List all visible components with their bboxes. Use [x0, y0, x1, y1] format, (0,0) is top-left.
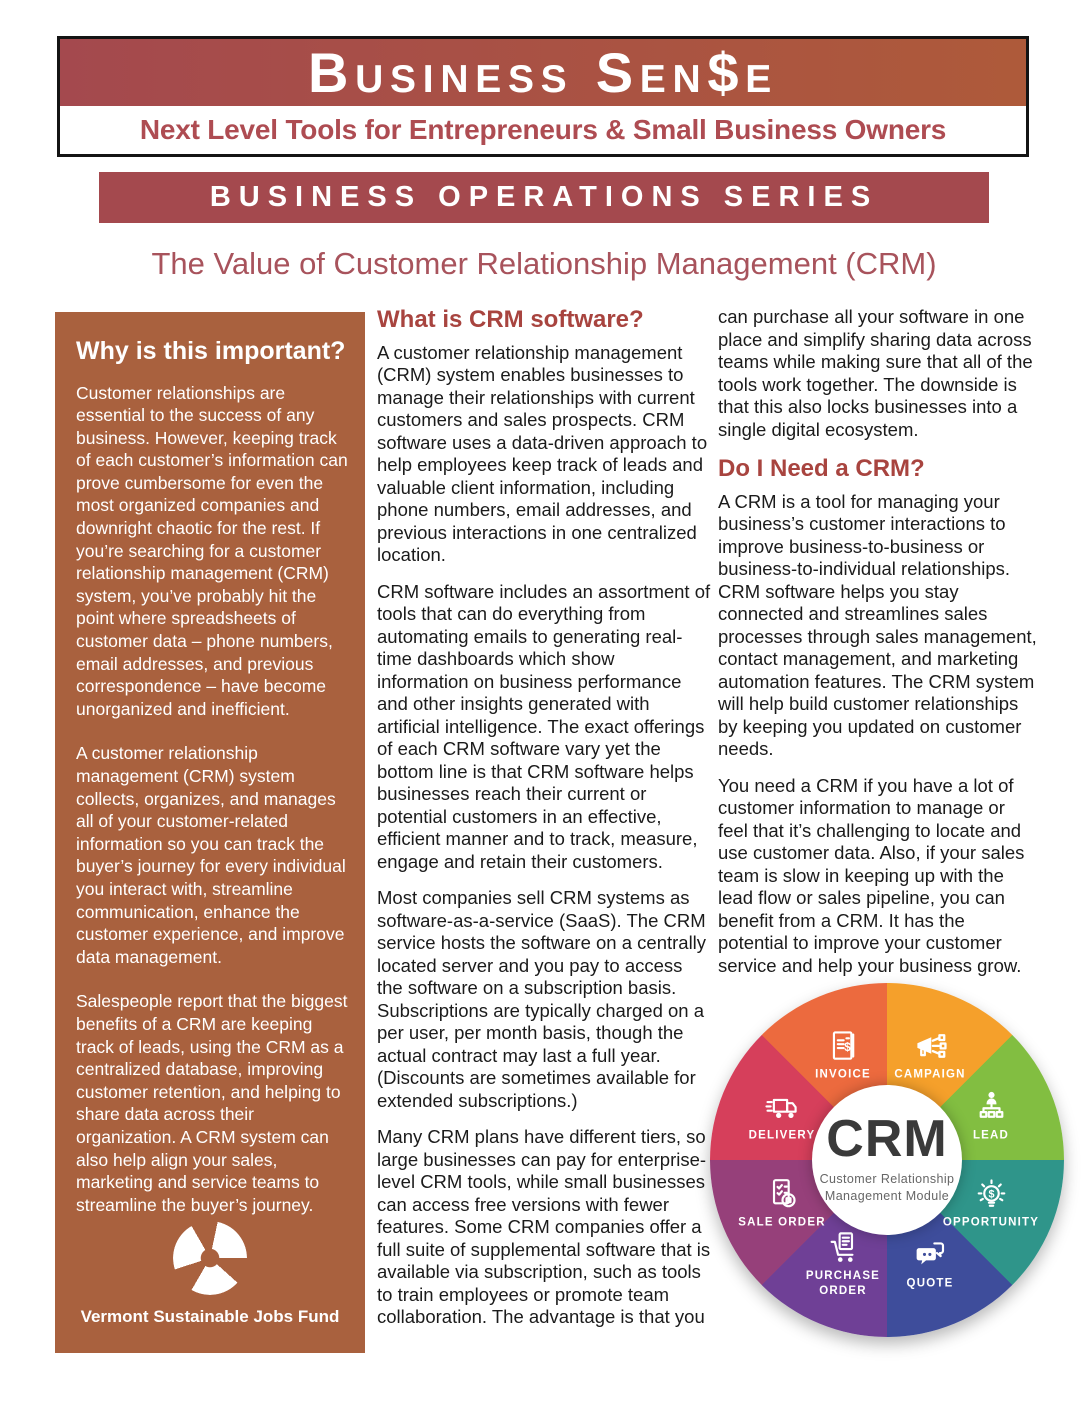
svg-text:$: $ — [988, 1188, 994, 1201]
body-paragraph: Most companies sell CRM systems as software-as-a-service (SaaS). The CRM service hosts the software on a centrally located server and you pay to access the software on a subscription basis. Subscriptions are typically charged on a per user, per month basis, though the actual contract may last a full year. (Discounts are sometimes available for extended subscriptions.) — [377, 887, 707, 1111]
wheel-center-title: CRM — [826, 1109, 948, 1168]
sidebar-paragraph: A customer relationship management (CRM) system collects, organizes, and manages all of your customer-related information so you can track the buyer’s journey for every individual you interact with, streamline communication, enhance the customer experience, and improve data management. — [76, 743, 346, 967]
segment-label: OPPORTUNITY — [942, 1216, 1040, 1229]
sidebar-why-important — [55, 312, 365, 1353]
segment-label: PURCHASE ORDER — [805, 1270, 881, 1297]
wheel-center-subtitle: Customer Relationship — [819, 1172, 955, 1187]
segment-label: DELIVERY — [748, 1129, 816, 1142]
segment-label: QUOTE — [906, 1277, 954, 1290]
series-banner: BUSINESS OPERATIONS SERIES — [99, 172, 989, 223]
logo-caption: Vermont Sustainable Jobs Fund — [80, 1307, 340, 1326]
masthead — [57, 36, 1029, 157]
sidebar-paragraph: Salespeople report that the biggest benefits of a CRM are keeping track of leads, using the CRM as a centralized database, improving customer retention, and helping to share data across their organization. A CRM system can also help align your sales, marketing and service teams to streamline the buyer’s journey. — [76, 991, 348, 1215]
masthead-title: Business Sen$e — [60, 39, 1026, 106]
body-paragraph: can purchase all your software in one place and simplify sharing data across teams while making sure that all of the tools work together. The downside is that this also locks businesses into a single digital ecosystem. — [718, 306, 1033, 440]
invoice-icon — [791, 1028, 895, 1065]
segment-label: INVOICE — [815, 1068, 871, 1081]
what-is-crm-heading: What is CRM software? — [377, 306, 644, 333]
body-paragraph: A customer relationship management (CRM) system enables businesses to manage their relationships with current customers and sales prospects. CRM software uses a data-driven approach to help employees keep track of leads and valuable client information, including phone numbers, email addresses, and previous interactions in one centralized location. — [377, 341, 708, 566]
do-i-need-crm-heading: Do I Need a CRM? — [718, 455, 925, 482]
wheel-segment-invoice — [791, 1028, 895, 1083]
wheel-center — [812, 1085, 962, 1235]
body-paragraph: CRM software includes an assortment of tools that can do everything from automating emails to generating real-time dashboards which show information on business performance and other insights generated with artificial intelligence. The exact offerings of each CRM software vary yet the bottom line is that CRM software helps businesses reach their current or potential customers in an effective, efficient manner and to track, measure, engage and retain their customers. — [377, 580, 711, 872]
pinwheel-logo-icon — [173, 1221, 247, 1295]
crm-wheel — [710, 983, 1064, 1337]
wheel-segment-purchase-order — [791, 1229, 895, 1299]
wheel-center-subtitle: Management Module — [824, 1189, 950, 1204]
right-column — [718, 306, 1039, 991]
masthead-tagline: Next Level Tools for Entrepreneurs & Small Business Owners — [60, 106, 1026, 154]
segment-label: CAMPAIGN — [894, 1068, 966, 1081]
sidebar-heading: Why is this important? — [76, 337, 346, 365]
delivery-truck-icon — [730, 1089, 834, 1126]
page-title: The Value of Customer Relationship Management (CRM) — [151, 246, 937, 281]
middle-column — [377, 306, 711, 1343]
sidebar-paragraph: Customer relationships are essential to the success of any business. However, keeping track of each customer’s information can prove cumbersome for even the most organized companies and downright chaotic for the rest. If you’re searching for a customer relationship management (CRM) system, you’ve probably hit the point where spreadsheets of customer data – phone numbers, email addresses, and previous correspondence – have become unorganized and inefficient. — [76, 382, 348, 719]
org-chart-icon — [939, 1089, 1043, 1126]
body-paragraph: A CRM is a tool for managing your business’s customer interactions to improve business-to-business or business-to-individual relationships. CRM software helps you stay connected and streamlines sales processes through sales management, contact management, and marketing automation features. The CRM system will help build customer relationships by keeping you updated on customer needs. — [718, 490, 1037, 760]
body-paragraph: Many CRM plans have different tiers, so large businesses can pay for enterprise-level CRM tools, while small businesses can access free versions with fewer features. Some CRM companies offer a full suite of supplemental software that is available via subscription, such as tools to train employees or promote team collaboration. The advantage is that you — [377, 1126, 711, 1328]
vsjf-logo — [55, 1221, 365, 1327]
segment-label: SALE ORDER — [738, 1216, 826, 1229]
segment-label: LEAD — [972, 1129, 1010, 1142]
body-paragraph: You need a CRM if you have a lot of customer information to manage or feel that it’s challenging to locate and use customer data. Also, if your sales team is slow in keeping up with the lead flow or sales pipeline, you can benefit from a CRM. It has the potential to improve your customer service and help your business grow. — [718, 774, 1025, 976]
svg-text:$: $ — [843, 1041, 851, 1054]
